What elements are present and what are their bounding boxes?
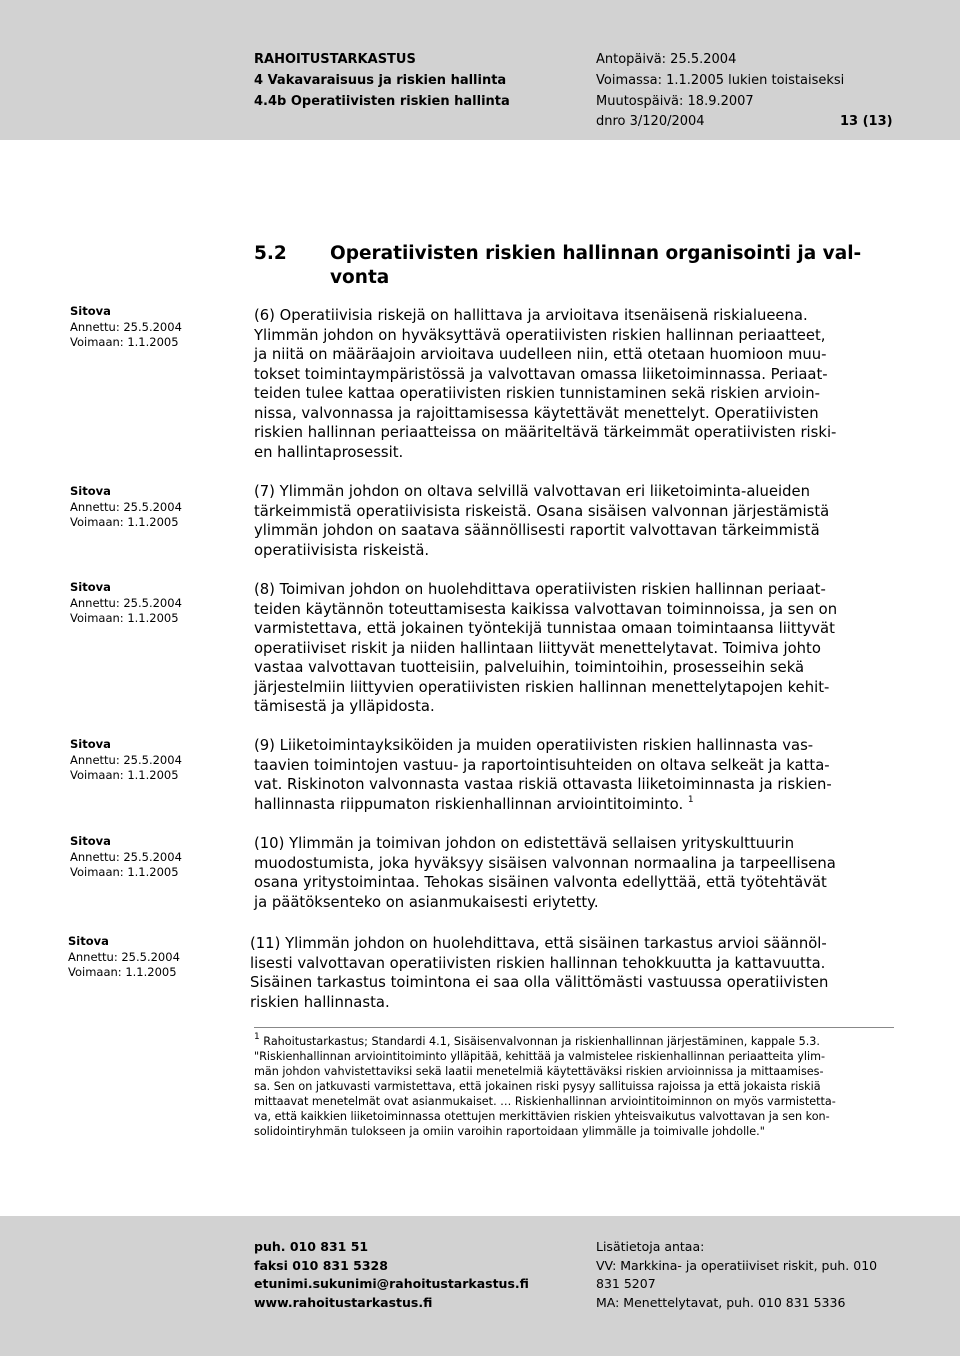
paragraph-line: (8) Toimivan johdon on huolehdittava operatiivisten riskien hallinnan periaat-	[254, 581, 826, 598]
paragraph-line: muodostumista, joka hyväksyy sisäisen valvonnan normaalina ja tarpeellisena	[254, 854, 836, 872]
paragraph-line: (11) Ylimmän johdon on huolehdittava, että sisäinen tarkastus arvioi säännöl-	[250, 935, 827, 952]
paragraph-line: lisesti valvottavan operatiivisten riskien hallinnan tehokkuutta ja kattavuutta.	[250, 954, 826, 972]
paragraph-line: ja päätöksenteko on asianmukaisesti eriytetty.	[254, 893, 599, 911]
paragraph-9	[254, 736, 894, 814]
paragraph-7	[254, 482, 894, 560]
footnote-first-line	[254, 1034, 894, 1049]
paragraph-line: teiden tulee kattaa operatiivisten riskien tunnistaminen sekä riskien arvioin-	[254, 385, 820, 402]
side-label-voimaan: Voimaan: 1.1.2005	[68, 965, 177, 979]
header-subsection: 4.4b Operatiivisten riskien hallinta	[254, 94, 510, 109]
paragraph-line: tokset toimintaympäristössä ja valvottavan omassa liiketoiminnassa. Periaat-	[254, 365, 828, 383]
side-label-annettu: Annettu: 25.5.2004	[70, 499, 182, 514]
side-label-annettu: Annettu: 25.5.2004	[70, 595, 182, 610]
footnote-ref[interactable]: 1	[687, 794, 694, 805]
side-label	[70, 304, 182, 351]
paragraph-line: hallinnasta riippumaton riskienhallinnan arviointitoiminto.	[254, 795, 684, 813]
section-number: 5.2	[254, 243, 287, 264]
paragraph-line: järjestelmiin liittyvien operatiivisten riskien hallinnan menettelytapojen kehit-	[254, 678, 830, 696]
footnote-line: Rahoitustarkastus; Standardi 4.1, Sisäisenvalvonnan ja riskienhallinnan järjestäminen, kappale 5.3.	[259, 1035, 820, 1048]
side-label-voimaan: Voimaan: 1.1.2005	[70, 335, 179, 349]
side-label-annettu: Annettu: 25.5.2004	[70, 752, 182, 767]
footer-contact1-line1: VV: Markkina- ja operatiiviset riskit, puh. 010	[596, 1257, 878, 1273]
side-label-status: Sitova	[70, 304, 111, 318]
paragraph-line: riskien hallinnan periaatteissa on määriteltävä tärkeimmät operatiivisten riski-	[254, 424, 837, 441]
paragraph-line: operatiiviset riskit ja niiden hallintaan liittyvät menettelytavat. Toimiva johto	[254, 639, 821, 657]
footnote-line: mittaavat menetelmät ovat asianmukaiset. … Riskienhallinnan arviointitoiminnon on myös varmistetta-	[254, 1095, 836, 1108]
paragraph-line: riskien hallinnasta.	[250, 993, 390, 1011]
side-label-annettu: Annettu: 25.5.2004	[68, 949, 180, 964]
footnote-marker: 1	[254, 1032, 260, 1042]
paragraph-line: vat. Riskinoton valvonnasta vastaa riskiä ottavasta liiketoiminnasta ja riskien-	[254, 776, 832, 793]
footer-contact1-line2: 831 5207	[596, 1276, 656, 1291]
footer-contact-col	[254, 1238, 529, 1312]
paragraph-8	[254, 580, 894, 717]
footer-phone: puh. 010 831 51	[254, 1239, 369, 1254]
footnote-line: solidointiryhmän tulokseen ja omiin varoihin raportoidaan ylimmälle ja toimivalle johdolle."	[254, 1125, 765, 1138]
paragraph-line: ylimmän johdon on saatava säännöllisesti raportit valvottavan tärkeimmistä	[254, 522, 820, 539]
side-label	[70, 834, 182, 881]
paragraph-line: vastaa valvottavan tuotteisiin, palveluihin, toimintoihin, prosesseihin sekä	[254, 659, 805, 676]
page-header	[0, 0, 960, 140]
footnote-line: va, että kaikkien liiketoiminnassa otettujen merkittävien riskien yhteisvaikutus valvottavan ja sen kon-	[254, 1110, 830, 1123]
paragraph-6	[254, 306, 894, 462]
paragraph-line: (9) Liiketoimintayksiköiden ja muiden operatiivisten riskien hallinnasta vas-	[254, 737, 814, 754]
footer-email[interactable]: etunimi.sukunimi@rahoitustarkastus.fi	[254, 1276, 529, 1291]
paragraph-line: tärkeimmistä operatiivisista riskeistä. Osana sisäisen valvonnan järjestämistä	[254, 502, 830, 520]
footnote-separator	[254, 1027, 894, 1028]
side-label-annettu: Annettu: 25.5.2004	[70, 849, 182, 864]
footnote-line: män johdon vahvistettaviksi sekä laatii menetelmiä käytettäväksi riskien arvioinnissa ja mittaamises-	[254, 1065, 824, 1078]
side-label	[68, 934, 180, 981]
side-label	[70, 484, 182, 531]
section-title-line1: Operatiivisten riskien hallinnan organisointi ja val-	[330, 243, 862, 264]
page-footer	[0, 1216, 960, 1356]
header-modified: Muutospäivä: 18.9.2007	[596, 94, 754, 109]
paragraph-line: (10) Ylimmän ja toimivan johdon on edistettävä sellaisen yrityskulttuurin	[254, 835, 795, 852]
footer-web[interactable]: www.rahoitustarkastus.fi	[254, 1294, 433, 1310]
paragraph-line: varmistettava, että jokainen työntekijä tunnistaa omaan toimintaansa liittyvät	[254, 620, 835, 637]
side-label-annettu: Annettu: 25.5.2004	[70, 319, 182, 334]
header-section: 4 Vakavaraisuus ja riskien hallinta	[254, 73, 507, 88]
footer-info-col	[596, 1238, 877, 1312]
footnote-line: sa. Sen on jatkuvasti varmistettava, että jokainen riski pysyy sallituissa rajoissa ja että jokaista riskiä	[254, 1080, 821, 1093]
side-label	[70, 737, 182, 784]
side-label-status: Sitova	[70, 580, 111, 594]
side-label-status: Sitova	[70, 834, 111, 848]
paragraph-line: osana yritystoimintaa. Tehokas sisäinen valvonta edellyttää, että työtehtävät	[254, 874, 827, 891]
paragraph-line: (6) Operatiivisia riskejä on hallittava ja arvioitava itsenäisenä riskialueena.	[254, 307, 808, 324]
side-label-voimaan: Voimaan: 1.1.2005	[70, 865, 179, 879]
paragraph-line: teiden käytännön toteuttamisesta kaikissa valvottavan toiminnoissa, ja sen on	[254, 600, 838, 618]
paragraph-line: (7) Ylimmän johdon on oltava selvillä valvottavan eri liiketoiminta-alueiden	[254, 483, 810, 500]
side-label-status: Sitova	[70, 737, 111, 751]
footer-contact2: MA: Menettelytavat, puh. 010 831 5336	[596, 1294, 846, 1310]
paragraph-line: tämisestä ja ylläpidosta.	[254, 698, 435, 715]
paragraph-line-with-ref	[254, 795, 894, 815]
header-valid: Voimassa: 1.1.2005 lukien toistaiseksi	[596, 73, 845, 88]
paragraph-line: nissa, valvonnassa ja rajoittamisessa käytettävät menettelyt. Operatiivisten	[254, 404, 819, 422]
footnote	[254, 1034, 894, 1139]
section-heading	[254, 242, 904, 290]
footer-fax: faksi 010 831 5328	[254, 1257, 388, 1273]
paragraph-line: operatiivisista riskeistä.	[254, 541, 430, 559]
footer-info-label: Lisätietoja antaa:	[596, 1239, 705, 1254]
paragraph-line: Ylimmän johdon on hyväksyttävä operatiivisten riskien hallinnan periaatteet,	[254, 326, 826, 344]
paragraph-10	[254, 834, 894, 912]
section-title-line2: vonta	[330, 267, 390, 288]
paragraph-line: taavien toimintojen vastuu- ja raportointisuhteiden on oltava selkeät ja katta-	[254, 756, 830, 774]
paragraph-line: Sisäinen tarkastus toimintona ei saa olla välittömästi vastuussa operatiivisten	[250, 974, 829, 991]
header-issued: Antopäivä: 25.5.2004	[596, 52, 737, 67]
header-dnro: dnro 3/120/2004	[596, 114, 705, 129]
paragraph-line: ja niitä on määräajoin arvioitava uudelleen niin, että otetaan huomioon muu-	[254, 346, 827, 363]
paragraph-11	[250, 934, 890, 1012]
header-org: RAHOITUSTARKASTUS	[254, 52, 416, 67]
paragraph-line: en hallintaprosessit.	[254, 443, 404, 461]
side-label-voimaan: Voimaan: 1.1.2005	[70, 515, 179, 529]
side-label-voimaan: Voimaan: 1.1.2005	[70, 768, 179, 782]
side-label-status: Sitova	[70, 484, 111, 498]
side-label	[70, 580, 182, 627]
side-label-status: Sitova	[68, 934, 109, 948]
page-number: 13 (13)	[840, 114, 893, 129]
side-label-voimaan: Voimaan: 1.1.2005	[70, 611, 179, 625]
footnote-line: "Riskienhallinnan arviointitoiminto ylläpitää, kehittää ja valmistelee riskienhallinnan periaatteita ylim-	[254, 1050, 826, 1063]
